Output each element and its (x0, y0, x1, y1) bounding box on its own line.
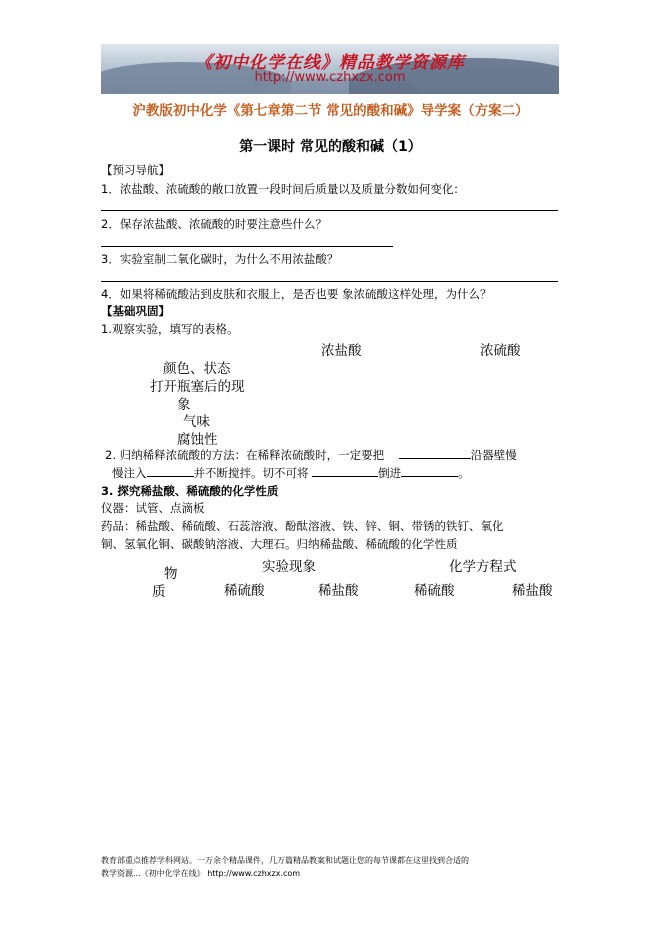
basics-question-2-line2 (112, 465, 470, 481)
banner-title: 《初中化学在线》精品教学资源库 (195, 53, 465, 73)
table1-row-open-phenomenon-cont: 象 (177, 397, 191, 413)
table2-sub-dilute-hcl-1: 稀盐酸 (318, 583, 359, 599)
preview-question-2: 2．保存浓盐酸、浓硫酸的时要注意些什么？ (101, 217, 327, 231)
basics-question-3-heading: 3. 探究稀盐酸、稀硫酸的化学性质 (101, 484, 279, 498)
q2-blank-3[interactable] (312, 465, 378, 477)
table1-header-conc-h2so4: 浓硫酸 (480, 343, 521, 359)
footer-text: 教学资源...《初中化学在线》 (101, 869, 205, 878)
table2-sub-dilute-hcl-2: 稀盐酸 (512, 583, 553, 599)
q2-blank-4[interactable] (401, 465, 458, 477)
banner-url[interactable]: http://www.czhxzx.com (254, 70, 406, 85)
table2-header-substance-1: 物 (164, 566, 178, 582)
reagents-line-1: 药品：稀盐酸、稀硫酸、石蕊溶液、酚酞溶液、铁、锌、铜、带锈的铁钉、氧化 (101, 519, 504, 533)
table1-row-color-state: 颜色、状态 (163, 361, 231, 377)
answer-line-1 (101, 210, 558, 211)
table2-header-equation: 化学方程式 (449, 559, 517, 575)
preview-question-3: 3．实验室制二氧化碳时，为什么不用浓盐酸？ (101, 252, 339, 266)
q2-text-4: 并不断搅拌。切不可将 (193, 466, 309, 480)
table1-header-conc-hcl: 浓盐酸 (321, 343, 362, 359)
footer-line-2 (101, 868, 300, 879)
table2-header-substance-2: 质 (152, 584, 166, 600)
basics-question-1: 1.观察实验，填写的表格。 (101, 322, 239, 336)
q2-text-1: 2. 归纳稀释浓硫酸的方法：在稀释浓硫酸时，一定要把 (105, 448, 385, 462)
table1-row-open-phenomenon: 打开瓶塞后的现 (150, 379, 245, 395)
q2-text-3: 慢注入 (112, 466, 147, 480)
table1-row-corrosiveness: 腐蚀性 (177, 432, 218, 448)
answer-line-2 (101, 246, 393, 247)
answer-line-3 (101, 281, 558, 282)
footer-line-1: 教育部重点推荐学科网站。一万余个精品课件，几万篇精品教案和试题让您的每节课都在这里找到合适的 (101, 856, 469, 865)
lesson-title: 第一课时 常见的酸和碱（1） (239, 139, 422, 155)
q2-text-6: 。 (458, 466, 470, 480)
q2-text-5: 倒进 (378, 466, 402, 480)
preview-question-1: 1．浓盐酸、浓硫酸的敞口放置一段时间后质量以及质量分数如何变化： (101, 182, 465, 196)
preview-question-4: 4．如果将稀硫酸沾到皮肤和衣服上，是否也要 象浓硫酸这样处理，为什么？ (101, 287, 492, 301)
document-title: 沪教版初中化学《第七章第二节 常见的酸和碱》导学案（方案二） (132, 103, 529, 119)
table2-sub-dilute-h2so4-1: 稀硫酸 (224, 583, 265, 599)
q2-blank-2[interactable] (147, 465, 194, 477)
q2-blank-1[interactable] (399, 447, 471, 459)
banner-image (101, 44, 559, 94)
basics-question-2-line1 (105, 447, 517, 463)
preview-heading: 【预习导航】 (101, 163, 170, 177)
q2-text-2: 沿器壁慢 (470, 448, 517, 462)
table2-header-phenomenon: 实验现象 (262, 559, 316, 575)
footer-link[interactable]: http://www.czhxzx.com (207, 869, 301, 878)
table1-row-odor: 气味 (183, 414, 210, 430)
reagents-line-2: 铜、氢氧化铜、碳酸钠溶液、大理石。归纳稀盐酸、稀硫酸的化学性质 (101, 537, 458, 551)
instruments-line: 仪器：试管、点滴板 (101, 501, 205, 515)
table2-sub-dilute-h2so4-2: 稀硫酸 (414, 583, 455, 599)
basics-heading: 【基础巩固】 (101, 304, 170, 318)
